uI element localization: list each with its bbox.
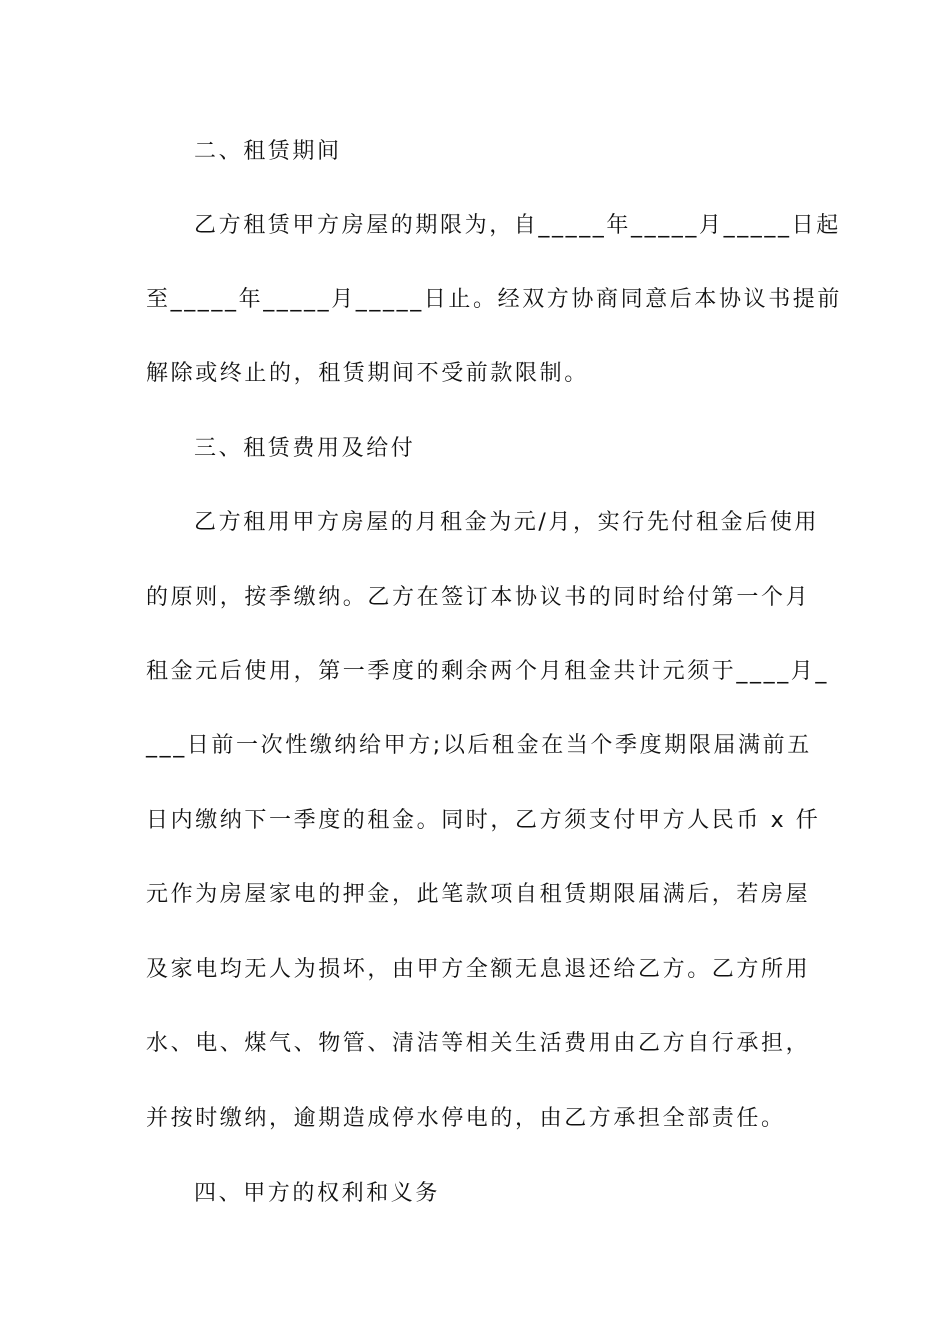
paragraph-line: 日内缴纳下一季度的租金。同时，乙方须支付甲方人民币 x 仟 [146, 808, 821, 833]
paragraph-line: 的原则，按季缴纳。乙方在签订本协议书的同时给付第一个月 [146, 585, 811, 610]
paragraph-line: 乙方租用甲方房屋的月租金为元/月，实行先付租金后使用 [194, 510, 820, 535]
paragraph-line: 解除或终止的，租赁期间不受前款限制。 [146, 361, 589, 386]
paragraph-line: 并按时缴纳，逾期造成停水停电的，由乙方承担全部责任。 [146, 1106, 786, 1131]
paragraph-line: ___日前一次性缴纳给甲方;以后租金在当个季度期限届满前五 [146, 733, 812, 758]
paragraph-line: 水、电、煤气、物管、清洁等相关生活费用由乙方自行承担， [146, 1031, 811, 1056]
paragraph-line: 乙方租赁甲方房屋的期限为，自_____年_____月_____日起 [194, 213, 841, 238]
paragraph-line: 及家电均无人为损坏，由甲方全额无息退还给乙方。乙方所用 [146, 957, 811, 982]
section-heading-rent-payment: 三、租赁费用及给付 [194, 436, 416, 461]
section-heading-lease-period: 二、租赁期间 [194, 139, 342, 164]
paragraph-line: 租金元后使用，第一季度的剩余两个月租金共计元须于____月_ [146, 659, 830, 684]
paragraph-line: 元作为房屋家电的押金，此笔款项自租赁期限届满后，若房屋 [146, 882, 811, 907]
paragraph-line: 至_____年_____月_____日止。经双方协商同意后本协议书提前 [146, 287, 843, 312]
section-heading-party-a-rights: 四、甲方的权利和义务 [194, 1181, 441, 1206]
